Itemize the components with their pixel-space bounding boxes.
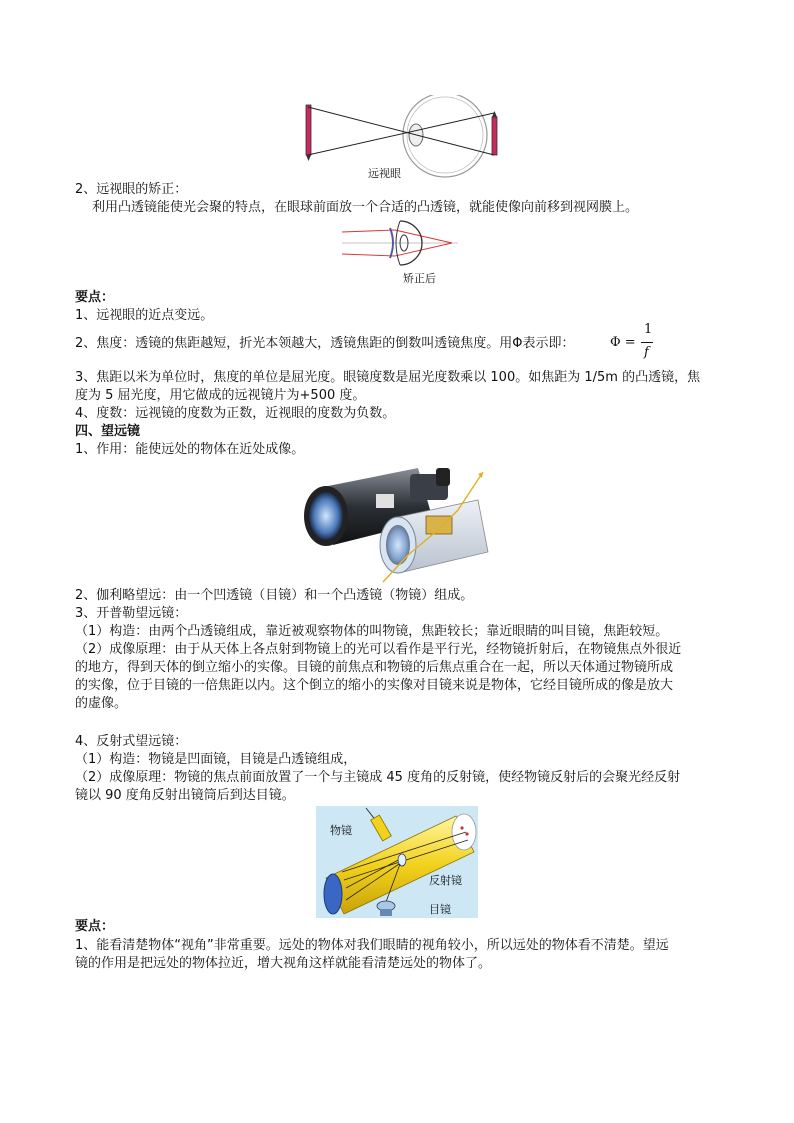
label-objective: 物镜 (330, 824, 352, 837)
telescope-p4: 4、反射式望远镜： (75, 734, 188, 749)
hyperopia-eye-figure (300, 95, 505, 180)
keypoints2-p1b: 镜的作用是把远处的物体拉近，增大视角这样就能看清楚远处的物体了。 (75, 956, 492, 971)
label-reflecting-mirror: 反射镜 (429, 874, 462, 887)
keypoints1-p4: 4、度数：远视镜的度数为正数，近视眼的度数为负数。 (75, 406, 396, 421)
telescope-p3-2b: 的地方，得到天体的倒立缩小的实像。目镜的前焦点和物镜的后焦点重合在一起，所以天体通过物镜所成 (75, 660, 674, 675)
label-eyepiece: 目镜 (429, 903, 451, 916)
telescope-p4-2a: （2）成像原理：物镜的焦点前面放置了一个与主镜成 45 度角的反射镜，使经物镜反射后的会聚光经反射 (75, 770, 681, 785)
telescope-p4-1: （1）构造：物镜是凹面镜，目镜是凸透镜组成， (75, 752, 357, 767)
telescope-p3-2d: 的虚像。 (75, 696, 128, 711)
keypoints1-heading: 要点： (75, 290, 115, 305)
formula-denominator: f (644, 345, 649, 360)
keypoints1-p1: 1、远视眼的近点变远。 (75, 308, 214, 323)
keypoints2-heading: 要点： (75, 919, 115, 934)
formula-fraction-bar (641, 342, 653, 343)
focal-power-formula (610, 322, 660, 366)
keypoints1-p3a: 3、焦距以米为单位时，焦度的单位是屈光度。眼镜度数是屈光度数乘以 100。如焦距为 1/5m 的凸透镜，焦 (75, 370, 701, 385)
reflecting-telescope-figure (316, 806, 478, 918)
telescope-p4-2b: 镜以 90 度角反射出镜筒后到达目镜。 (75, 788, 295, 803)
hyperopia-caption: 远视眼 (368, 167, 401, 180)
telescope-p2: 2、伽利略望远：由一个凹透镜（目镜）和一个凸透镜（物镜）组成。 (75, 588, 474, 603)
hyperopia-eye-diagram (300, 95, 505, 180)
keypoints1-p2: 2、焦度：透镜的焦距越短，折光本领越大，透镜焦距的倒数叫透镜焦度。用Φ表示即： (75, 336, 575, 351)
telescope-p3-1: （1）构造：由两个凸透镜组成，靠近被观察物体的叫物镜，焦距较长；靠近眼睛的叫目镜，焦距较短。 (75, 624, 669, 639)
keypoints1-p3b: 度为 5 屈光度，用它做成的远视镜片为+500 度。 (75, 388, 366, 403)
telescope-heading: 四、望远镜 (75, 424, 141, 439)
correction-body: 利用凸透镜能使光会聚的特点，在眼球前面放一个合适的凸透镜，就能使像向前移到视网膜上。 (92, 200, 639, 215)
corrected-caption: 矫正后 (403, 272, 436, 285)
keypoints2-p1a: 1、能看清楚物体“视角”非常重要。远处的物体对我们眼睛的视角较小，所以远处的物体看不清楚。望远 (75, 938, 669, 953)
telescope-p3-2c: 的实像，位于目镜的一倍焦距以内。这个倒立的缩小的实像对目镜来说是物体，它经目镜所成的像是放大 (75, 678, 674, 693)
telescope-p3: 3、开普勒望远镜： (75, 606, 188, 621)
corrected-eye-diagram (340, 218, 460, 268)
formula-numerator: 1 (644, 322, 653, 337)
corrected-eye-figure (340, 218, 460, 288)
telescope-p3-2a: （2）成像原理：由于从天体上各点射到物镜上的光可以看作是平行光，经物镜折射后，在物镜焦点外很近 (75, 642, 682, 657)
correction-heading: 2、远视眼的矫正： (75, 182, 188, 197)
telescope-p1: 1、作用：能使远处的物体在近处成像。 (75, 442, 305, 457)
binoculars-illustration (298, 460, 498, 585)
formula-lhs: Φ = (610, 335, 636, 350)
binoculars-figure (298, 460, 498, 585)
